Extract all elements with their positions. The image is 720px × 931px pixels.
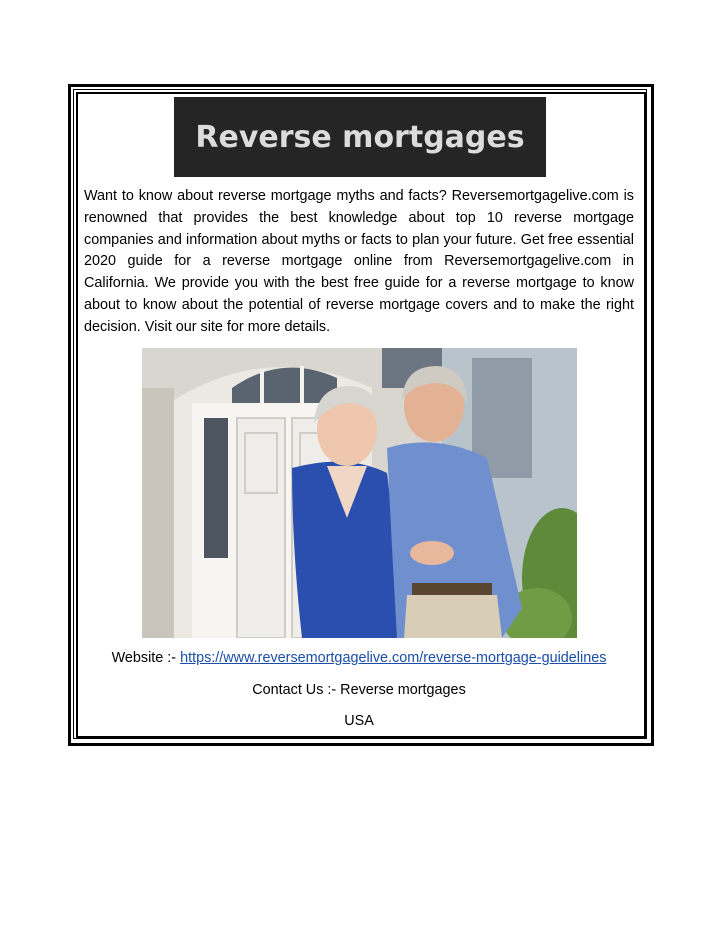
intro-paragraph: Want to know about reverse mortgage myths and facts? Reversemortgagelive.com is renowned that provides the best knowledge about top 10 reverse mortgage companies and information about myths or facts to plan your future. Get free essential 2020 guide for a reverse mortgage online from Reversemortgagelive.com in California. We provide you with the best free guide for a reverse mortgage to know about to know about the potential of reverse mortgage covers and to make the right decision. Visit our site for more details.: [84, 188, 634, 335]
website-link[interactable]: https://www.reversemortgagelive.com/reverse-mortgage-guidelines: [180, 650, 607, 666]
website-label: Website :-: [111, 650, 181, 666]
contact-line: Contact Us :- Reverse mortgages: [252, 682, 466, 698]
banner-title: Reverse mortgages: [195, 119, 525, 155]
senior-couple-photo: [142, 348, 577, 638]
website-line: [76, 650, 642, 666]
country-line: USA: [344, 713, 374, 729]
title-banner: [174, 97, 546, 177]
